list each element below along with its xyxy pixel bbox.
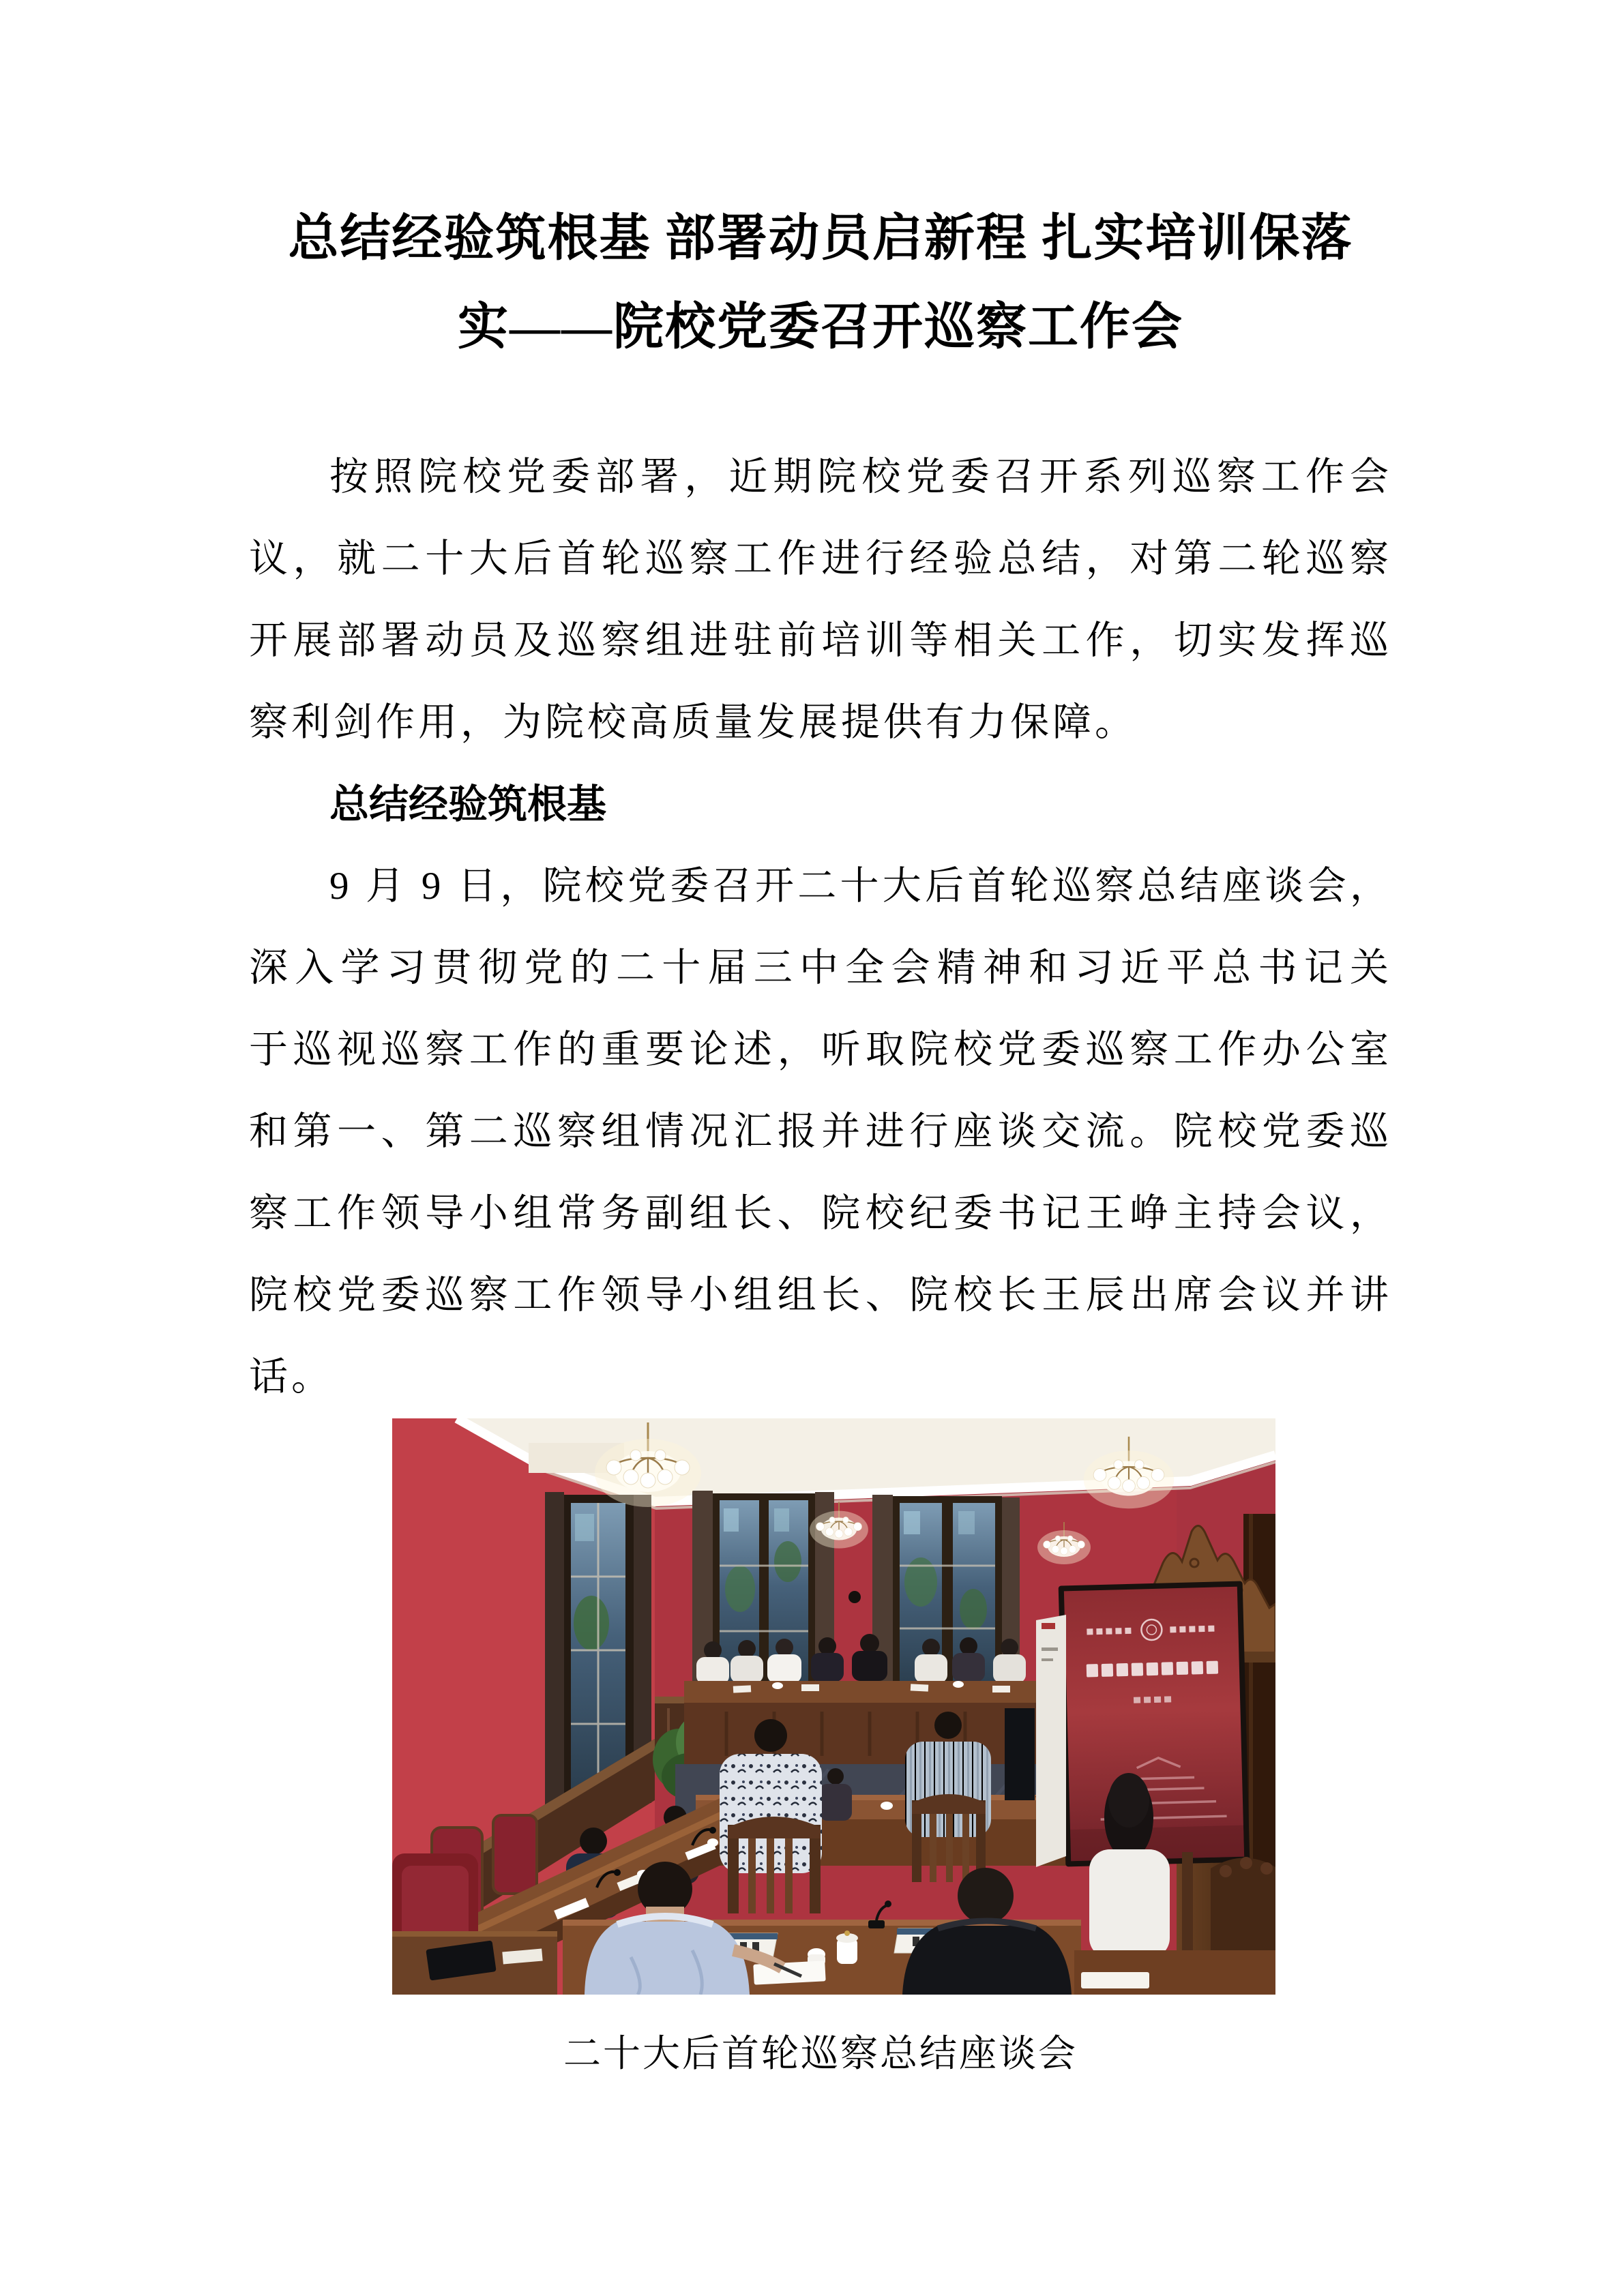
wall-camera bbox=[848, 1591, 861, 1603]
lidded-mug bbox=[836, 1930, 858, 1964]
red-chair bbox=[493, 1815, 537, 1894]
paragraph-2 bbox=[249, 846, 1392, 1418]
section-heading: 总结经验筑根基 bbox=[329, 782, 607, 826]
text-line: 察利剑作用，为院校高质量发展提供有力保障。 bbox=[249, 701, 1137, 744]
paragraph-1 bbox=[249, 436, 1392, 764]
speaker-box bbox=[1005, 1708, 1035, 1800]
text-line: 议，就二十大后首轮巡察工作进行经验总结，对第二轮巡察 bbox=[249, 537, 1392, 580]
text-line: 开展部署动员及巡察组进驻前培训等相关工作，切实发挥巡 bbox=[249, 619, 1392, 662]
text-line: 和第一、第二巡察组情况汇报并进行座谈交流。院校党委巡 bbox=[249, 1110, 1392, 1153]
text-line: 深入学习贯彻党的二十届三中全会精神和习近平总书记关 bbox=[249, 946, 1392, 989]
meeting-photo bbox=[392, 1418, 1275, 1995]
meeting-room-scene bbox=[392, 1418, 1275, 1995]
text-line: 9 月 9 日，院校党委召开二十大后首轮巡察总结座谈会， bbox=[329, 865, 1392, 908]
article-title-line-1: 总结经验筑根基 部署动员启新程 扎实培训保落 bbox=[288, 211, 1353, 267]
article-title-line-2: 实——院校党委召开巡察工作会 bbox=[458, 299, 1183, 355]
text-line: 于巡视巡察工作的重要论述，听取院校党委巡察工作办公室 bbox=[249, 1028, 1392, 1071]
text-line: 按照院校党委部署，近期院校党委召开系列巡察工作会 bbox=[329, 456, 1392, 498]
article-title bbox=[249, 194, 1392, 372]
projection-screen bbox=[1059, 1581, 1250, 1867]
text-line: 话。 bbox=[249, 1356, 334, 1399]
text-line: 院校党委巡察工作领导小组组长、院校长王辰出席会议并讲 bbox=[249, 1274, 1392, 1317]
text-line: 察工作领导小组常务副组长、院校纪委书记王峥主持会议， bbox=[249, 1192, 1392, 1235]
photo-caption: 二十大后首轮巡察总结座谈会 bbox=[563, 2033, 1078, 2074]
white-standee bbox=[1036, 1615, 1066, 1867]
notebook bbox=[1081, 1972, 1149, 1988]
